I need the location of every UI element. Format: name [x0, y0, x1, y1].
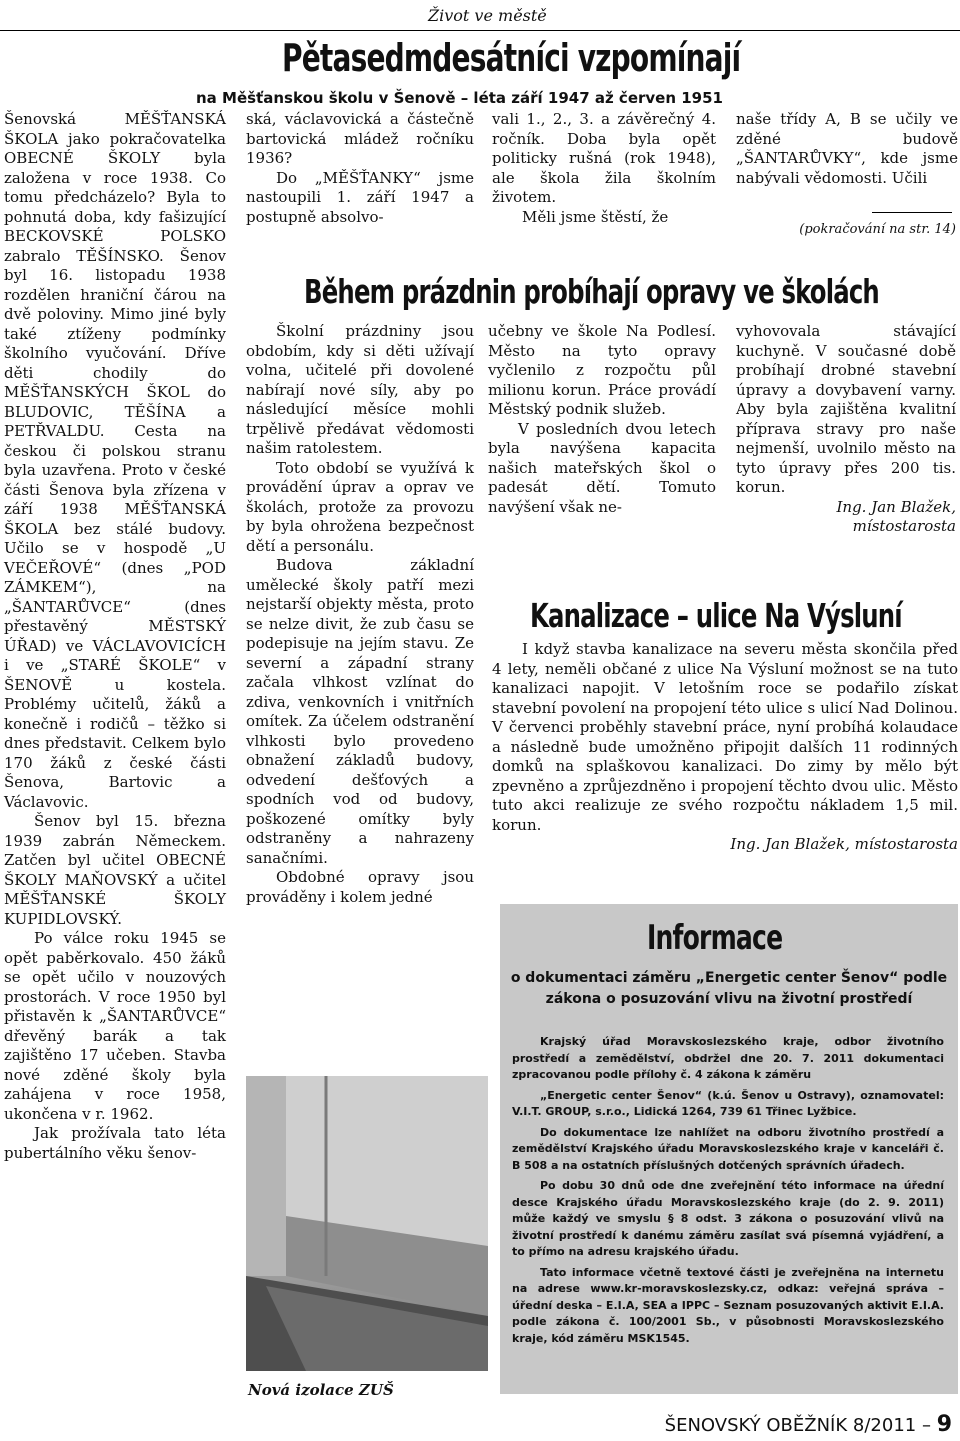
- article1-column-4: [736, 110, 958, 188]
- article1-column-3: [492, 110, 716, 227]
- article2-paragraph: V posledních dvou letech byla navýšena kapacita našich mateřských škol o padesát dětí. Tomuto navýšení však ne-: [488, 419, 716, 516]
- article2-signature-name: Ing. Jan Blažek,: [836, 497, 956, 516]
- article2-paragraph: Budova základní umělecké školy patří mezi nejstarší objekty města, proto se nelze divit, že zub času se podepisuje na jejím stavu. Ze severní a západní strany začala vlhkost vzlínat do zdiva, venkovních i vnitřních omítek. Za účelem odstranění vlhkosti bylo provedeno obnažení základů budovy, odvedení dešťových a spodních vod od budovy, poškozené omítky byly odstraněny a nahrazeny sanačními.: [246, 556, 474, 867]
- footer: [665, 1412, 952, 1437]
- info-title: Informace: [646, 918, 782, 958]
- article2-column-1: [246, 322, 474, 907]
- article1-paragraph: ská, václavovická a částečně bartovická mládež ročníku 1936?: [246, 110, 474, 167]
- header-rule: [0, 30, 960, 31]
- info-paragraph: Tato informace včetně textové části je zveřejněna na internetu na adrese www.kr-moravskoslezsky.cz, odkaz: veřejná správa – úřední deska – E.I.A, SEA a IPPC – Seznam posuzovaných aktivit E.I.A. podle zákona č. 100/2001 Sb., v působnosti Moravskoslezského kraje, kód záměru MSK1545.: [512, 1265, 944, 1345]
- footer-publication: ŠENOVSKÝ OBĚŽNÍK 8/2011 –: [664, 1415, 931, 1436]
- article3-title: Kanalizace – ulice Na Výsluní: [530, 596, 902, 635]
- article1-paragraph: vali 1., 2., 3. a závěrečný 4. ročník. Doba byla opět politicky rušná (rok 1948), ale škola žila školním životem.: [492, 110, 716, 206]
- article1-paragraph: Šenov byl 15. března 1939 zabrán Německem. Zatčen byl učitel OBECNÉ ŠKOLY MAŇOVSKÝ a učitel MĚŠŤANSKÉ ŠKOLY KUPIDLOVSKÝ.: [4, 812, 226, 928]
- article2-column-2: [488, 322, 716, 517]
- article2-paragraph: učebny ve škole Na Podlesí. Město na tyto opravy vyčlenilo z rozpočtu půl milionu korun. Práce provádí Městský podnik služeb.: [488, 322, 716, 418]
- article1-paragraph: Jak prožívala tato léta pubertálního věku šenov-: [4, 1124, 226, 1162]
- article3-body: [492, 640, 958, 855]
- info-subtitle: o dokumentaci záměru „Energetic center Šenov“ podle zákona o posuzování vlivu na životní prostředí: [510, 970, 948, 1007]
- article3-paragraph: I když stavba kanalizace na severu města skončila před 4 lety, neměli občané z ulice Na Výsluní možnost se na tuto kanalizaci napojit. V letošním roce se podařilo získat stavební povolení na propojení této ulice s ulicí Nad Dolinou. V červenci proběhly stavební práce, nyní probíhá kolaudace a následně bude umožněno připojit dalších 11 rodinných domků na splaškovou kanalizaci. Do zimy by mělo být zpevněno a zprůjezdněno i propojení těchto dvou ulic. Město tuto akci realizuje ze svého rozpočtu nákladem 1,5 mil. korun.: [492, 640, 958, 834]
- article2-title: Během prázdnin probíhají opravy ve školách: [304, 272, 879, 311]
- info-paragraph: „Energetic center Šenov“ (k.ú. Šenov u Ostravy), oznamovatel: V.I.T. GROUP, s.r.o., Lidická 1264, 739 61 Třinec Lyžbice.: [512, 1088, 944, 1118]
- article2-paragraph: vyhovovala stávající kuchyně. V současné době probíhají drobné stavební úpravy a dovybavení varny. Aby byla zajištěna kvalitní příprava stravy pro naše nejmenší, uvolnilo město na tyto úpravy přes 200 tis. korun.: [736, 322, 956, 496]
- footer-page-number: 9: [936, 1412, 952, 1437]
- article2-paragraph: Obdobné opravy jsou prováděny i kolem jedné: [246, 868, 474, 906]
- article3-signature: Ing. Jan Blažek, místostarosta: [730, 835, 958, 853]
- info-body: [512, 1034, 944, 1351]
- article1-paragraph: Po válce roku 1945 se opět paběrkovalo. 450 žáků se opět učilo v nouzových prostorách. V roce 1950 byl přistavěn k „ŠANTARŮVCE“ dřevěný barák a tak zajištěno 17 učeben. Stavba nové zděné školy byla zahájena v roce 1958, ukončena v r. 1962.: [4, 929, 226, 1123]
- article1-paragraph: Měli jsme štěstí, že: [522, 207, 669, 226]
- photo-illustration: [246, 1076, 488, 1371]
- article1-column-2: [246, 110, 474, 227]
- info-paragraph: Po dobu 30 dnů ode dne zveřejnění této informace na úřední desce Krajského úřadu Moravskoslezského kraje (do 2. 9. 2011) může každý ve smyslu § 8 odst. 3 zákona o posuzování vlivů na životní prostředí k danému záměru zasílat svá písemná vyjádření, a to přímo na adresu krajského úřadu.: [512, 1179, 944, 1258]
- article1-column-1: [4, 110, 226, 1163]
- continuation-rule: [872, 212, 952, 213]
- continued-note: (pokračování na str. 14): [799, 222, 956, 237]
- article2-signature-role: místostarosta: [852, 517, 956, 535]
- article1-paragraph: Do „MĚŠŤANKY“ jsme nastoupili 1. září 1947 a postupně absolvo-: [246, 168, 474, 226]
- article2-paragraph: Toto období se využívá k provádění úprav a oprav ve školách, protože za provozu by byla ohrožena bezpečnost dětí a personálu.: [246, 458, 474, 555]
- info-paragraph: Do dokumentace lze nahlížet na odboru životního prostředí a zemědělství Krajského úřadu Moravskoslezského kraje v kanceláři č. B 508 a na ostatních příslušných dotčených správních úřadech.: [512, 1125, 944, 1172]
- photo-zus-insulation: [246, 1076, 488, 1371]
- article1-paragraph: naše třídy A, B se učily ve zděné budově „ŠANTARŮVKY“, kde jsme nabývali vědomosti. Učili: [736, 110, 958, 187]
- article2-column-3: [736, 322, 956, 537]
- info-box: [500, 904, 958, 1394]
- article1-subtitle: na Měšťanskou školu v Šenově – léta září 1947 až červen 1951: [196, 89, 723, 107]
- info-paragraph: Krajský úřad Moravskoslezského kraje, odbor životního prostředí a zemědělství, obdržel dne 20. 7. 2011 dokumentaci zpracovanou podle přílohy č. 4 zákona k záměru: [512, 1035, 944, 1081]
- article2-paragraph: Školní prázdniny jsou obdobím, kdy si děti užívají volna, učitelé při dovolené nabírají nové síly, aby po následující měsíce mohli trpělivě předávat vědomosti našim ratolestem.: [246, 322, 474, 457]
- info-title-wrap: [500, 918, 958, 958]
- photo-caption: Nová izolace ZUŠ: [248, 1381, 394, 1399]
- section-label: Život ve městě: [428, 6, 547, 25]
- article1-paragraph: Šenovská MĚŠŤANSKÁ ŠKOLA jako pokračovatelka OBECNÉ ŠKOLY byla založena v roce 1938. Co tomu předcházelo? Byla to pohnutá doba, kdy fašizující BECKOVSKÉ POLSKO zabralo TĚŠÍNSKO. Šenov byl 16. listopadu 1938 rozdělen hraniční čárou na dvě poloviny. Mimo jiné byly také ztíženy podmínky školního vyučování. Dříve děti chodily do MĚŠŤANSKÝCH ŠKOL do BLUDOVIC, TĚŠÍNA a PETŘVALDU. Cesta na českou či polskou stranu byla uzavřena. Proto v české části Šenova byla zřízena v září 1938 MĚŠŤANSKÁ ŠKOLA bez stálé budovy. Učilo se v hospodě „U VEČEŘOVÉ“ (dnes „POD ZÁMKEM“), na „ŠANTARŮVCE“ (dnes přestavěný MĚSTSKÝ ÚŘAD) ve VÁCLAVOVICÍCH i ve „STARÉ ŠKOLE“ v ŠENOVĚ u kostela. Problémy učitelů, žáků a konečně i rodičů – těžko si dnes představit. Celkem bylo 170 žáků z české části Šenova, Bartovic a Václavovic.: [4, 110, 226, 811]
- article1-title: Pětasedmdesátníci vzpomínají: [282, 36, 741, 80]
